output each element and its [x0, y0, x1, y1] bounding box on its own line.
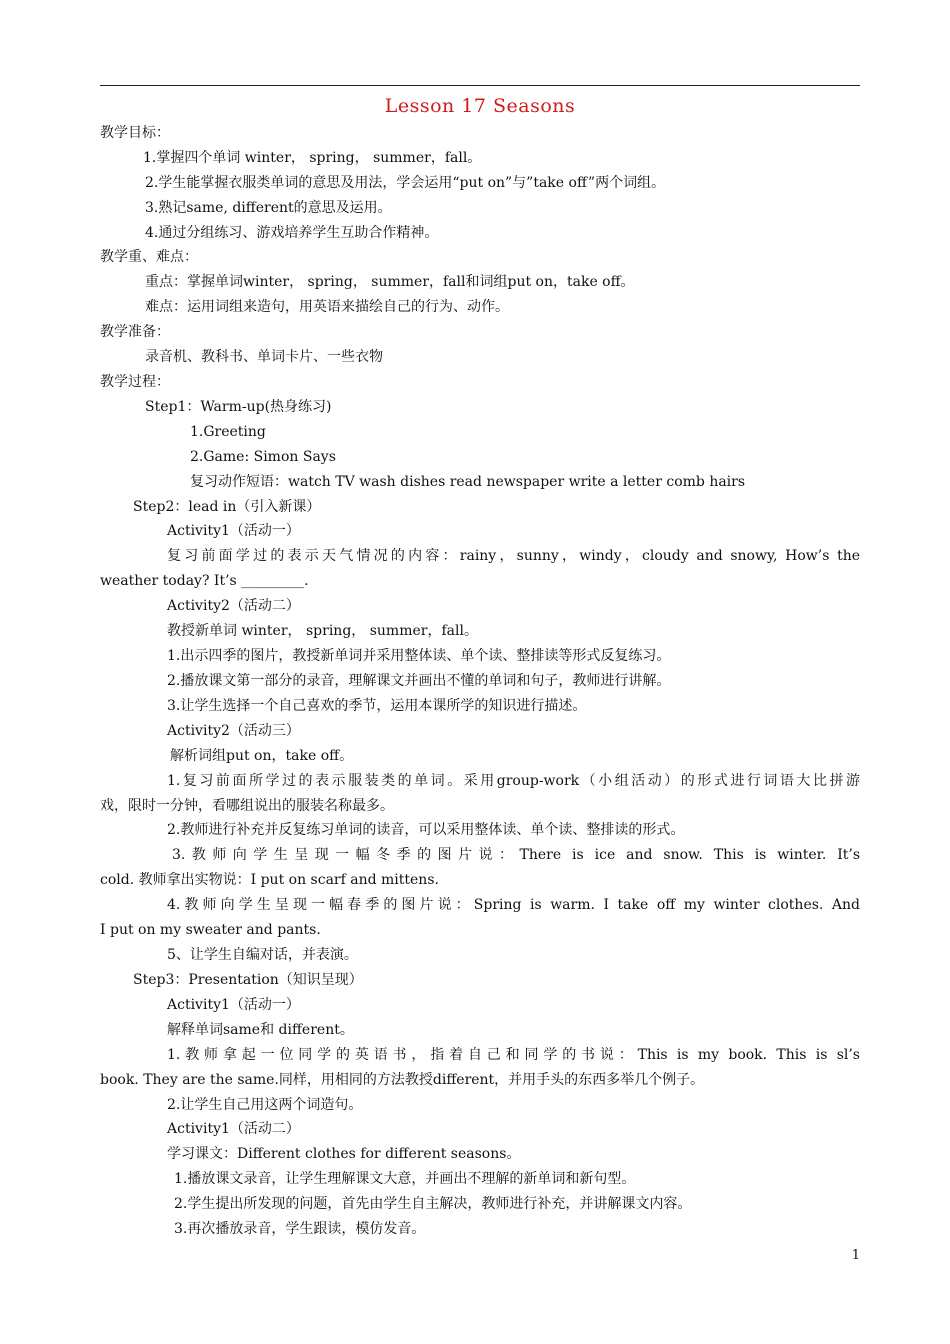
- objective-2: 2.学生能掌握衣服类单词的意思及用法，学会运用“put on”与”take off”两个词组。: [145, 175, 666, 191]
- step2-activity3-item-4: 4.教师向学生呈现一幅春季的图片说：Spring is warm. I take off my winter clothes. And: [167, 897, 860, 913]
- step2-activity3: Activity2（活动三）: [167, 723, 300, 739]
- step2-activity3-item-1: 1.复习前面所学过的表示服装类的单词。采用group-work（小组活动）的形式进行词语大比拼游: [167, 773, 860, 789]
- objective-3: 3.熟记same, different的意思及运用。: [145, 200, 392, 216]
- step2-activity3-text: 解析词组put on，take off。: [170, 748, 354, 764]
- heading-process: 教学过程：: [100, 374, 170, 390]
- step3-activity1-item-1: 1.教师拿起一位同学的英语书，指着自己和同学的书说：This is my book. This is sl’s: [167, 1047, 860, 1063]
- page-number: 1: [851, 1248, 860, 1263]
- heading-key-points: 教学重、难点：: [100, 249, 198, 265]
- step2-activity1: Activity1（活动一）: [167, 523, 300, 539]
- step2-activity2: Activity2（活动二）: [167, 598, 300, 614]
- step3-activity1: Activity1（活动一）: [167, 997, 300, 1013]
- step3-activity1-item-2: 2.让学生自己用这两个词造句。: [167, 1097, 363, 1113]
- step2-activity3-item-5: 5、让学生自编对话，并表演。: [167, 947, 358, 963]
- step1-item-3: 复习动作短语：watch TV wash dishes read newspaper write a letter comb hairs: [190, 474, 746, 490]
- objective-1: 1.掌握四个单词 winter， spring， summer，fall。: [143, 150, 482, 166]
- step2-activity3-item-3: 3.教师向学生呈现一幅冬季的图片说：There is ice and snow. This is winter. It’s: [172, 847, 860, 863]
- lesson-title: Lesson 17 Seasons: [384, 95, 576, 117]
- step3-activity2: Activity1（活动二）: [167, 1121, 300, 1137]
- header-rule: [100, 85, 860, 86]
- step2-activity3-item-4-cont: I put on my sweater and pants.: [100, 922, 321, 938]
- heading-preparation: 教学准备：: [100, 324, 170, 340]
- heading-objectives: 教学目标：: [100, 125, 170, 141]
- step3-activity1-text: 解释单词same和 different。: [167, 1022, 354, 1038]
- step1-heading: Step1：Warm-up(热身练习): [145, 399, 332, 415]
- step3-activity1-item-1-cont: book. They are the same.同样，用相同的方法教授different，并用手头的东西多举几个例子。: [100, 1072, 705, 1088]
- step2-heading: Step2：lead in（引入新课）: [133, 499, 321, 515]
- step2-activity2-item-1: 1.出示四季的图片，教授新单词并采用整体读、单个读、整排读等形式反复练习。: [167, 648, 671, 664]
- step3-heading: Step3：Presentation（知识呈现）: [133, 972, 363, 988]
- step1-item-1: 1.Greeting: [190, 424, 266, 440]
- step2-activity3-item-3-cont: cold. 教师拿出实物说：I put on scarf and mittens.: [100, 872, 439, 888]
- step2-activity1-text: 复习前面学过的表示天气情况的内容：rainy，sunny，windy，cloudy and snowy, How’s the: [167, 548, 860, 564]
- step3-activity2-item-2: 2.学生提出所发现的问题，首先由学生自主解决，教师进行补充，并讲解课文内容。: [174, 1196, 692, 1212]
- difficult-point: 难点：运用词组来造句，用英语来描绘自己的行为、动作。: [145, 299, 509, 315]
- step2-activity3-item-1-cont: 戏，限时一分钟，看哪组说出的服装名称最多。: [100, 798, 394, 814]
- step2-activity1-text-cont: weather today? It’s _________.: [100, 573, 309, 589]
- preparation-items: 录音机、教科书、单词卡片、一些衣物: [145, 349, 383, 365]
- step1-item-2: 2.Game: Simon Says: [190, 449, 336, 465]
- step2-activity2-item-2: 2.播放课文第一部分的录音，理解课文并画出不懂的单词和句子，教师进行讲解。: [167, 673, 671, 689]
- step3-activity2-text: 学习课文：Different clothes for different seasons。: [167, 1146, 521, 1162]
- step2-activity2-item-3: 3.让学生选择一个自己喜欢的季节，运用本课所学的知识进行描述。: [167, 698, 587, 714]
- step3-activity2-item-1: 1.播放课文录音，让学生理解课文大意，并画出不理解的新单词和新句型。: [174, 1171, 636, 1187]
- step3-activity2-item-3: 3.再次播放录音，学生跟读，模仿发音。: [174, 1221, 426, 1237]
- step2-activity3-item-2: 2.教师进行补充并反复练习单词的读音，可以采用整体读、单个读、整排读的形式。: [167, 822, 685, 838]
- step2-activity2-text: 教授新单词 winter， spring， summer，fall。: [167, 623, 478, 639]
- objective-4: 4.通过分组练习、游戏培养学生互助合作精神。: [145, 225, 439, 241]
- key-point: 重点：掌握单词winter， spring， summer，fall和词组put on，take off。: [145, 274, 635, 290]
